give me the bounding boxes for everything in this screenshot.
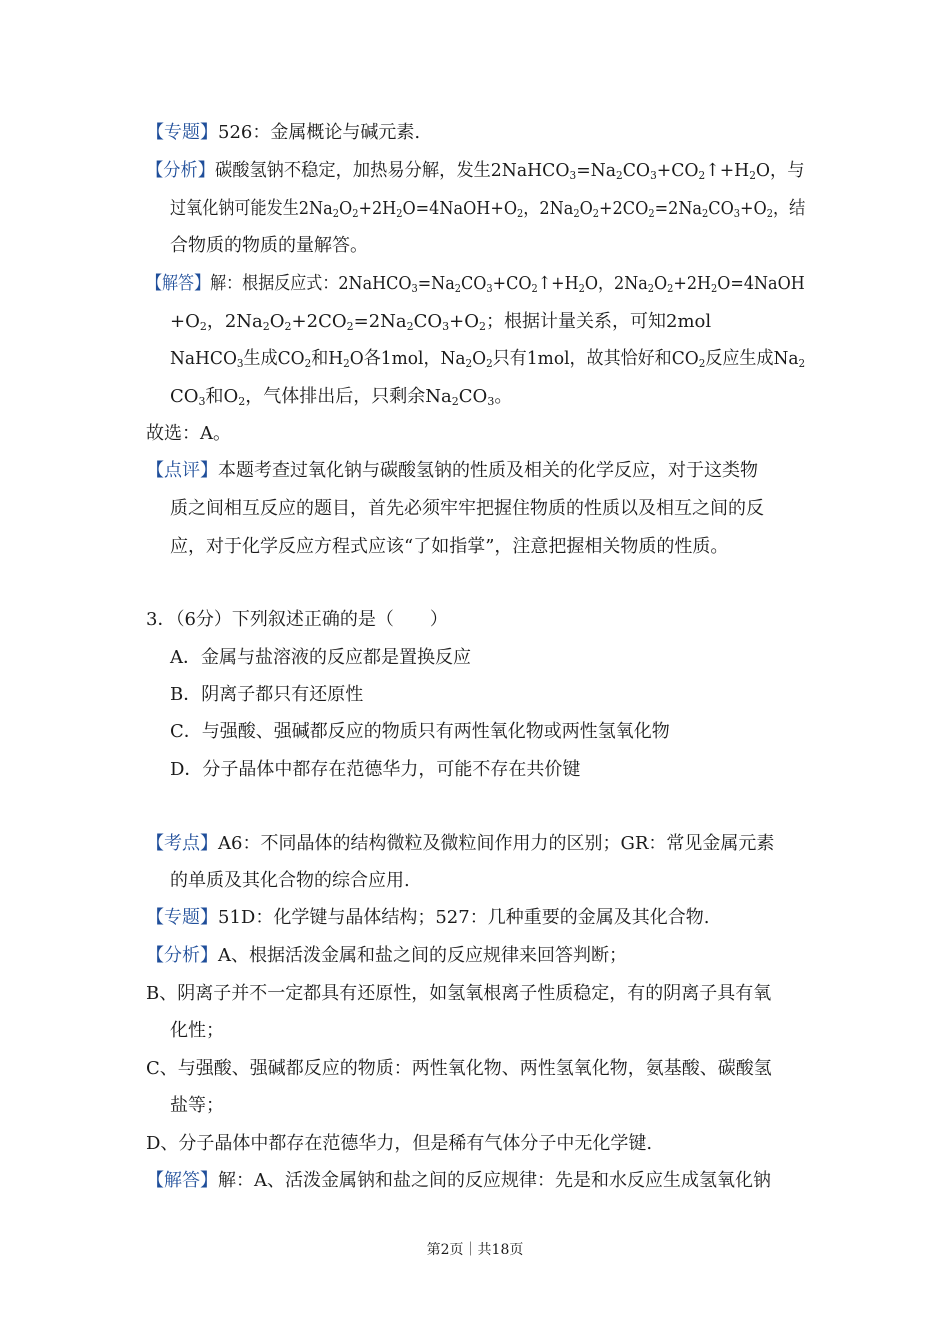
text-run: =Na	[576, 160, 617, 181]
text-run: 。	[494, 386, 513, 407]
text-run: 过氧化钠可能发生2Na	[170, 198, 333, 219]
fenxi-tag: 【分析】	[146, 945, 218, 966]
subscript: 2	[698, 357, 706, 370]
subscript: 3	[733, 207, 741, 220]
subscript: 3	[442, 320, 450, 333]
q3-fenxi-b-line-2: 化性；	[170, 1020, 224, 1041]
q2-zhuanti-text: 526：金属概论与碱元素.	[218, 122, 421, 143]
subscript: 2	[573, 207, 580, 220]
q3-stem: 3．（6分）下列叙述正确的是（ ）	[146, 609, 448, 630]
text-run: CO	[622, 160, 651, 181]
q3-kaodian-line-2: 的单质及其化合物的综合应用.	[170, 870, 410, 891]
q3-jieda-line-1	[146, 1167, 771, 1195]
subscript: 2	[486, 357, 493, 370]
text-run: A6：不同晶体的结构微粒及微粒间作用力的区别；GR：常见金属元素	[218, 833, 775, 854]
q3-kaodian-line-1	[146, 830, 774, 858]
text-run: 反应生成Na	[705, 348, 799, 369]
text-run: +O	[740, 198, 767, 219]
q3-fenxi-b-line-1: B、阴离子并不一定都具有还原性，如氢氧根离子性质稳定，有的阴离子具有氧	[146, 983, 772, 1004]
text-run: ；根据计量关系，可知2mol	[486, 311, 712, 332]
text-run: +O	[170, 311, 200, 332]
q2-fenxi-line-2	[170, 195, 805, 223]
q3-option-b: B．阴离子都只有还原性	[170, 684, 364, 705]
q2-dianping-line-2: 质之间相互反应的题目，首先必须牢牢把握住物质的性质以及相互之间的反	[170, 498, 764, 519]
text-run: =Na	[417, 273, 455, 294]
text-run: O=4NaOH	[717, 273, 805, 294]
text-run: O=4NaOH+O	[402, 198, 518, 219]
text-run: =2Na	[654, 198, 703, 219]
q2-fenxi-line-1	[146, 157, 805, 185]
text-run: CO	[708, 198, 734, 219]
text-run: +2H	[358, 198, 397, 219]
subscript: 2	[517, 207, 524, 220]
subscript: 2	[798, 357, 806, 370]
text-run: CO	[170, 386, 199, 407]
subscript: 3	[650, 169, 657, 182]
subscript: 2	[766, 207, 773, 220]
subscript: 2	[749, 169, 756, 182]
text-run: O	[338, 198, 353, 219]
text-run: ，气体排出后，只剩余Na	[245, 386, 452, 407]
q2-jieda-line-2	[170, 308, 711, 336]
text-run: NaHCO	[170, 348, 237, 369]
text-run: =2Na	[353, 311, 407, 332]
q2-jieda-line-3	[170, 345, 805, 373]
subscript: 2	[304, 357, 312, 370]
subscript: 2	[352, 207, 359, 220]
text-run: +2CO	[291, 311, 347, 332]
subscript: 2	[454, 282, 462, 295]
text-run: +CO	[656, 160, 699, 181]
q2-fenxi-line-3	[170, 232, 368, 260]
text-run: 只有1mol，故其恰好和CO	[492, 348, 699, 369]
text-run: CO	[461, 273, 487, 294]
subscript: 2	[346, 320, 354, 333]
subscript: 2	[647, 282, 655, 295]
text-run: 和O	[205, 386, 239, 407]
q3-fenxi-c-line-1: C、与强酸、强碱都反应的物质：两性氧化物、两性氢氧化物，氨基酸、碳酸氢	[146, 1058, 772, 1079]
text-run: 本题考查过氧化钠与碳酸氢钠的性质及相关的化学反应，对于这类物	[218, 460, 758, 481]
text-run: O，2Na	[584, 273, 648, 294]
subscript: 2	[578, 282, 585, 295]
subscript: 2	[711, 282, 718, 295]
subscript: 2	[616, 169, 623, 182]
subscript: 2	[531, 282, 538, 295]
q2-jieda-line-4	[170, 383, 512, 411]
subscript: 2	[702, 207, 709, 220]
fenxi-tag: 【分析】	[146, 160, 215, 181]
jieda-tag: 【解答】	[146, 1170, 218, 1191]
q3-fenxi-line-1	[146, 942, 627, 970]
text-run: +2CO	[599, 198, 649, 219]
jieda-tag: 【解答】	[146, 273, 211, 294]
subscript: 2	[592, 207, 600, 220]
subscript: 2	[199, 320, 207, 333]
text-run: O	[579, 198, 593, 219]
q2-dianping-line-3: 应，对于化学反应方程式应该“了如指掌”，注意把握相关物质的性质。	[170, 536, 729, 557]
q2-answer-line: 故选：A。	[146, 423, 231, 444]
subscript: 3	[487, 395, 495, 408]
subscript: 2	[238, 395, 246, 408]
subscript: 2	[332, 207, 339, 220]
text-run: CO	[458, 386, 488, 407]
text-run: +2H	[673, 273, 712, 294]
text-run: O各1mol，Na	[349, 348, 466, 369]
text-run: ，结	[772, 198, 806, 219]
text-run: A、根据活泼金属和盐之间的反应规律来回答判断；	[218, 945, 627, 966]
q2-jieda-line-1	[146, 270, 805, 298]
subscript: 3	[486, 282, 493, 295]
text-run: CO	[413, 311, 443, 332]
text-run: ↑+H	[537, 273, 579, 294]
text-run: ，2Na	[523, 198, 574, 219]
subscript: 2	[406, 320, 414, 333]
subscript: 2	[648, 207, 655, 220]
q3-option-a: A．金属与盐溶液的反应都是置换反应	[170, 647, 471, 668]
subscript: 2	[343, 357, 350, 370]
subscript: 3	[236, 357, 244, 370]
subscript: 2	[396, 207, 403, 220]
text-run: 和H	[311, 348, 344, 369]
text-run: 解：A、活泼金属钠和盐之间的反应规律：先是和水反应生成氢氧化钠	[218, 1170, 771, 1191]
q3-option-d: D．分子晶体中都存在范德华力，可能不存在共价键	[170, 759, 581, 780]
q2-zhuanti-line	[146, 119, 420, 147]
text-run: 生成CO	[243, 348, 305, 369]
q3-fenxi-c-line-2: 盐等；	[170, 1095, 224, 1116]
q3-fenxi-d-line: D、分子晶体中都存在范德华力，但是稀有气体分子中无化学键.	[146, 1133, 653, 1154]
text-run: 碳酸氢钠不稳定，加热易分解，发生2NaHCO	[214, 160, 570, 181]
subscript: 2	[698, 169, 706, 182]
kaodian-tag: 【考点】	[146, 833, 218, 854]
q3-option-c: C．与强酸、强碱都反应的物质只有两性氧化物或两性氢氧化物	[170, 721, 670, 742]
subscript: 2	[451, 395, 459, 408]
page-footer: 第2页｜共18页	[426, 1242, 524, 1258]
text-run: O	[472, 348, 487, 369]
dianping-tag: 【点评】	[146, 460, 218, 481]
text-run: O	[654, 273, 668, 294]
text-run: 解：根据反应式：2NaHCO	[210, 273, 412, 294]
text-run: 51D：化学键与晶体结构；527：几种重要的金属及其化合物.	[218, 907, 710, 928]
subscript: 2	[284, 320, 292, 333]
text-run: ↑+H	[705, 160, 750, 181]
subscript: 3	[569, 169, 577, 182]
subscript: 2	[465, 357, 473, 370]
text-run: O	[269, 311, 285, 332]
q2-dianping-line-1	[146, 457, 758, 485]
subscript: 3	[198, 395, 206, 408]
zhuanti-tag: 【专题】	[146, 907, 218, 928]
text-run: O，与	[755, 160, 805, 181]
text-run: ，2Na	[206, 311, 263, 332]
zhuanti-tag: 【专题】	[146, 122, 218, 143]
subscript: 3	[411, 282, 418, 295]
q3-zhuanti-line	[146, 904, 709, 932]
subscript: 2	[262, 320, 270, 333]
subscript: 2	[667, 282, 674, 295]
text-run: +O	[449, 311, 480, 332]
text-run: 合物质的物质的量解答。	[170, 235, 368, 256]
text-run: +CO	[492, 273, 532, 294]
subscript: 2	[479, 320, 487, 333]
